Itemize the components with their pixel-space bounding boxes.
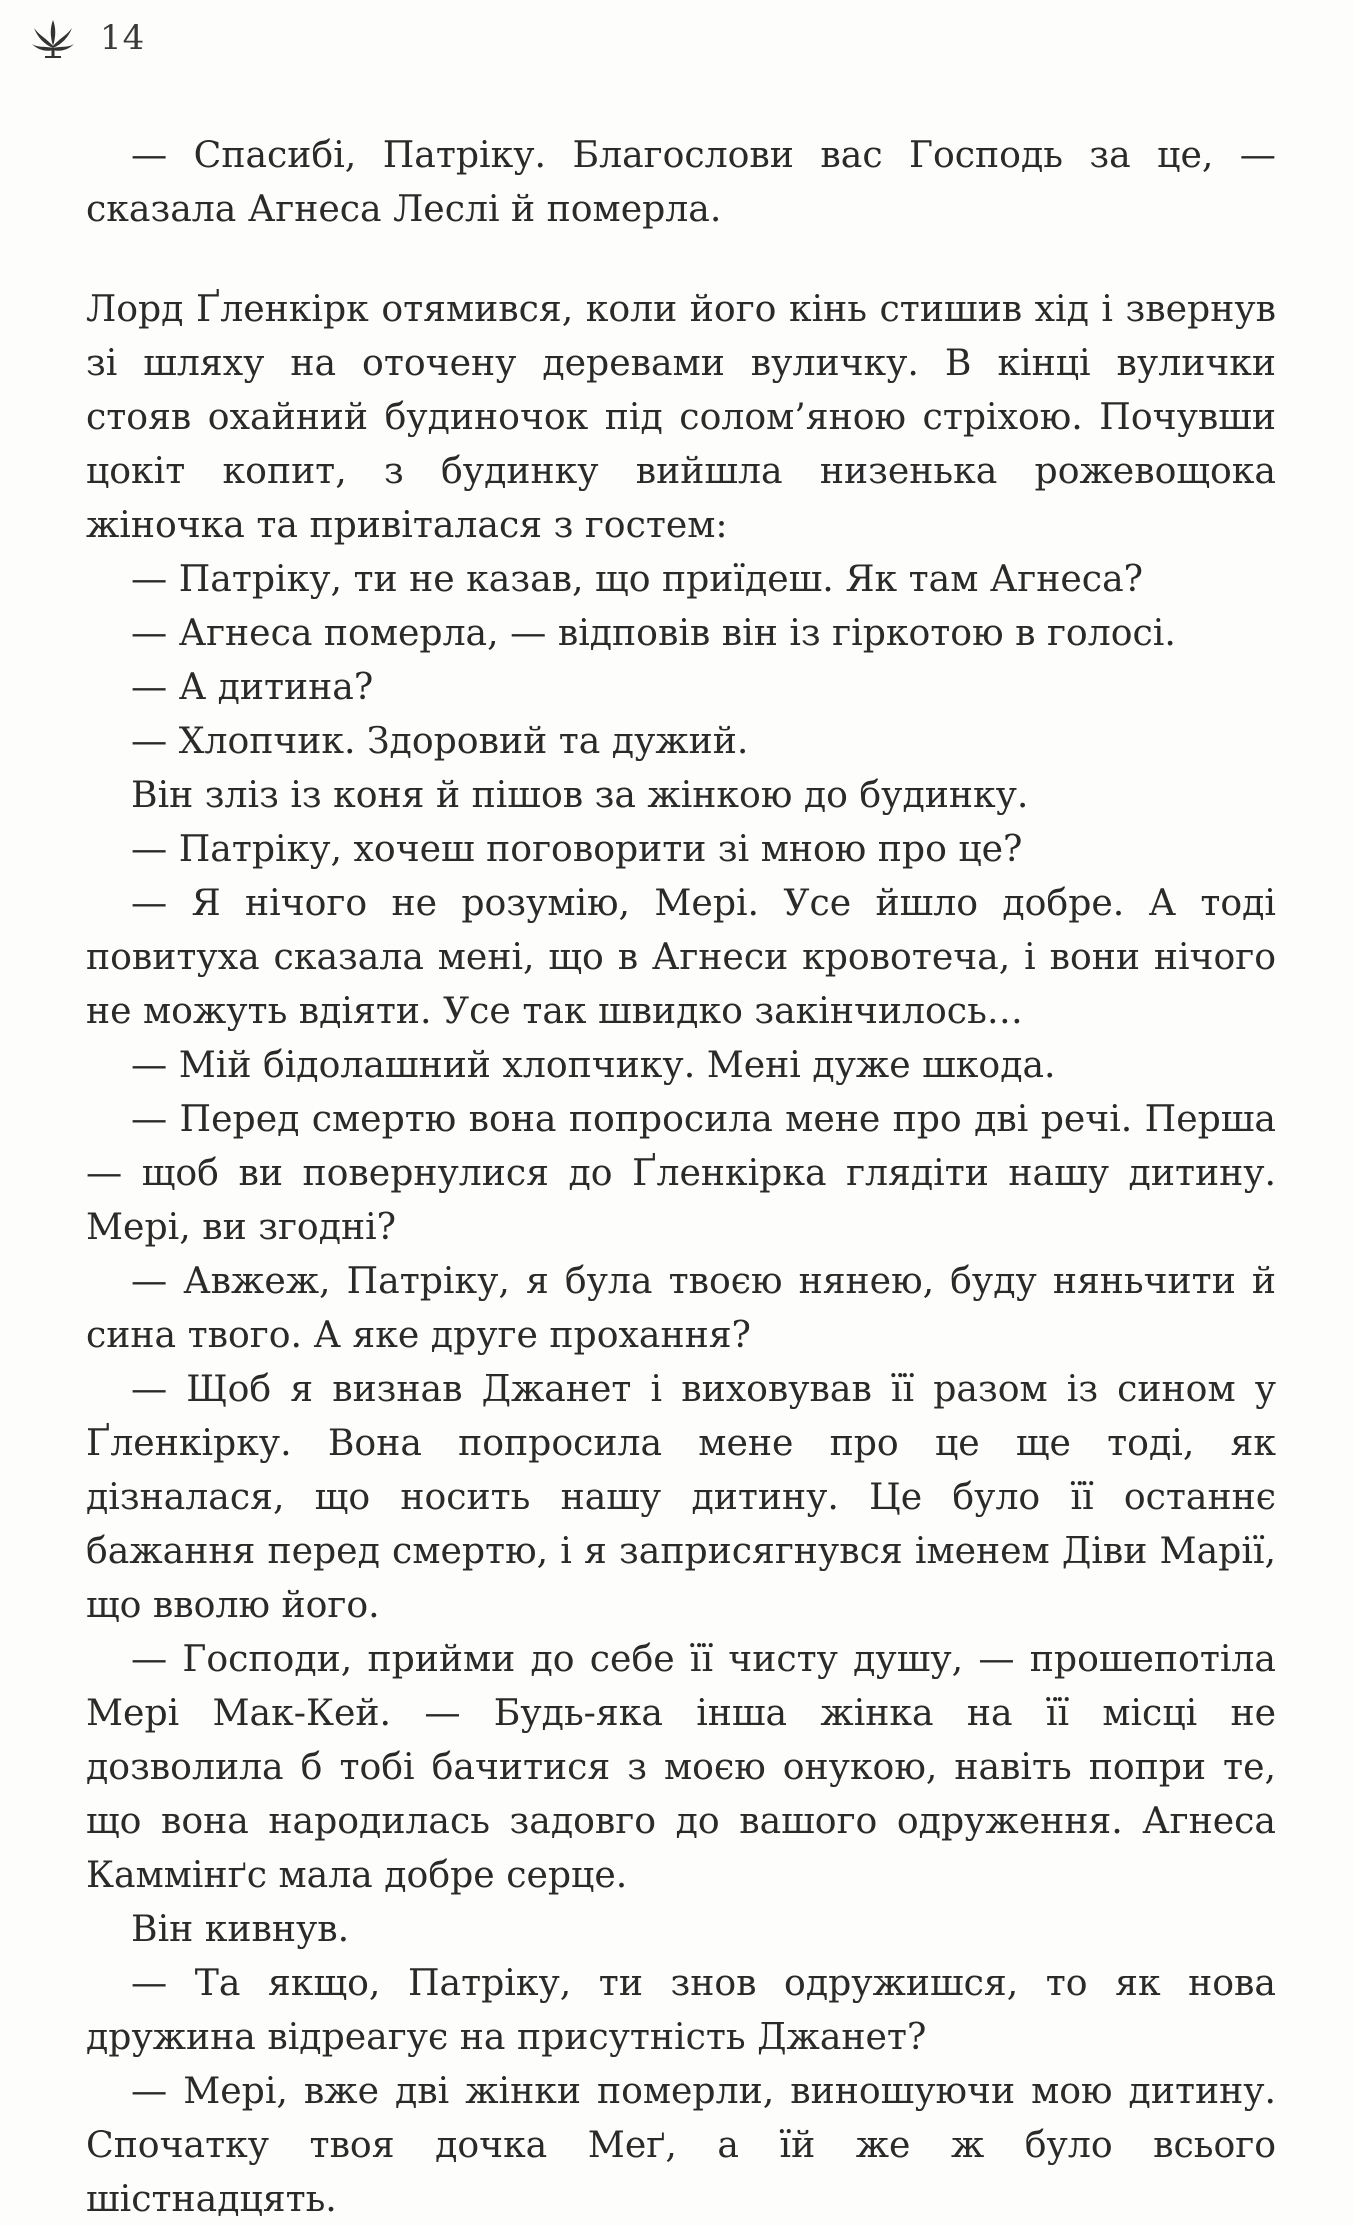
- paragraph: — Хлопчик. Здоровий та дужий.: [131, 719, 749, 762]
- fleur-ornament-icon: [30, 16, 76, 60]
- page-number: 14: [100, 18, 146, 58]
- paragraph: — А дитина?: [131, 665, 374, 708]
- page-header: [30, 8, 145, 68]
- paragraph: — Та якщо, Патріку, ти знов одружишся, то як нова дружина відреагує на присутність Джанет?: [86, 1961, 1276, 2058]
- paragraph: Він кивнув.: [131, 1907, 350, 1950]
- paragraph: — Господи, прийми до себе її чисту душу, — прошепотіла Мері Мак-Кей. — Будь-яка інша жінка на її місці не дозволила б тобі бачитися з моєю онукою, навіть попри те, що вона народилась задовго до вашого одруження. Агнеса Каммінґс мала добре серце.: [86, 1637, 1276, 1896]
- paragraph: — Мій бідолашний хлопчику. Мені дуже шкода.: [131, 1043, 1056, 1086]
- paragraph: — Авжеж, Патріку, я була твоєю нянею, буду няньчити й сина твого. А яке друге прохання?: [86, 1259, 1276, 1356]
- paragraph: — Щоб я визнав Джанет і виховував її разом із сином у Ґленкірку. Вона попросила мене про це ще тоді, як дізналася, що носить нашу дитину. Це було її останнє бажання перед смертю, і я заприсягнувся іменем Діви Марії, що вволю його.: [86, 1367, 1276, 1626]
- paragraph: — Я нічого не розумію, Мері. Усе йшло добре. А тоді повитуха сказала мені, що в Агнеси кровотеча, і вони нічого не можуть вдіяти. Усе так швидко закінчилось…: [86, 881, 1276, 1032]
- paragraph: — Патріку, ти не казав, що приїдеш. Як там Агнеса?: [131, 557, 1144, 600]
- paragraph: — Патріку, хочеш поговорити зі мною про це?: [131, 827, 1023, 870]
- body-text: [86, 128, 1276, 2226]
- paragraph: — Агнеса померла, — відповів він із гіркотою в голосі.: [131, 611, 1176, 654]
- paragraph: — Мері, вже дві жінки померли, виношуючи мою дитину. Спочатку твоя дочка Меґ, а їй же ж було всього шістнадцять.: [86, 2069, 1276, 2220]
- paragraph: Лорд Ґленкірк отямився, коли його кінь стишив хід і звернув зі шляху на оточену деревами вуличку. В кінці вулички стояв охайний будиночок під солом’яною стріхою. Почувши цокіт копит, з будинку вийшла низенька рожевощока жіночка та привіталася з гостем:: [86, 287, 1276, 546]
- paragraph: — Спасибі, Патріку. Благослови вас Господь за це, — сказала Агнеса Леслі й померла.: [86, 133, 1276, 230]
- paragraph: Він зліз із коня й пішов за жінкою до будинку.: [131, 773, 1029, 816]
- paragraph: — Перед смертю вона попросила мене про дві речі. Перша — щоб ви повернулися до Ґленкірка глядіти нашу дитину. Мері, ви згодні?: [86, 1097, 1276, 1248]
